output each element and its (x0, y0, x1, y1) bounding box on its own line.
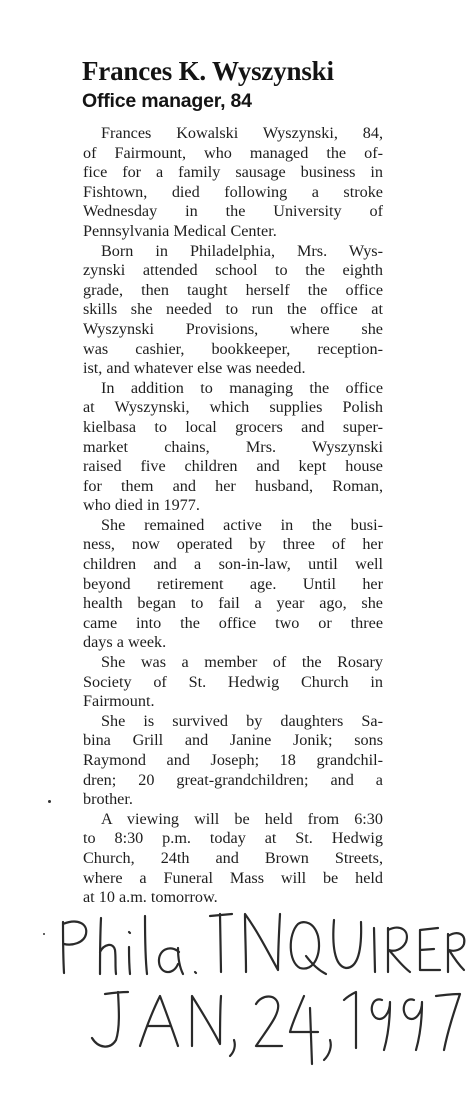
body-line: Wednesday in the University of (83, 202, 383, 221)
body-line: of Fairmount, who managed the of- (83, 143, 383, 162)
body-line: to 8:30 p.m. today at St. Hedwig (83, 829, 383, 848)
body-line: Society of St. Hedwig Church in (83, 672, 383, 691)
body-line: at Wyszynski, which supplies Polish (83, 398, 383, 417)
body-line: Fairmount. (83, 692, 155, 711)
body-line: Frances Kowalski Wyszynski, 84, (101, 124, 383, 142)
body-line: market chains, Mrs. Wyszynski (83, 437, 383, 456)
print-speck (48, 800, 51, 803)
body-line: children and a son-in-law, until well (83, 555, 383, 574)
body-line: bina Grill and Janine Jonik; sons (83, 731, 383, 750)
body-line: She is survived by daughters Sa- (101, 711, 383, 730)
body-line: She was a member of the Rosary (101, 653, 383, 672)
body-line: raised five children and kept house (83, 457, 383, 476)
body-line: who died in 1977. (83, 496, 200, 515)
obituary-subhead: Office manager, 84 (82, 90, 252, 112)
body-line: A viewing will be held from 6:30 (101, 809, 383, 828)
body-line: dren; 20 great-grandchildren; and a (83, 770, 383, 789)
body-line: at 10 a.m. tomorrow. (83, 888, 218, 907)
body-line: brother. (83, 790, 133, 809)
obituary-headline: Frances K. Wyszynski (82, 56, 334, 86)
body-line: Church, 24th and Brown Streets, (83, 848, 383, 867)
handwritten-source-note (0, 900, 469, 1100)
body-line: ist, and whatever else was needed. (83, 359, 306, 378)
body-line: She remained active in the busi- (101, 515, 383, 534)
body-line: health began to fail a year ago, she (83, 594, 383, 613)
body-line: where a Funeral Mass will be held (83, 868, 383, 887)
body-line: Raymond and Joseph; 18 grandchil- (83, 751, 383, 769)
body-line: Fishtown, died following a stroke (83, 182, 383, 201)
body-line: zynski attended school to the eighth (83, 261, 383, 280)
body-line: Born in Philadelphia, Mrs. Wys- (101, 241, 383, 260)
body-line: came into the office two or three (83, 613, 383, 632)
body-line: Pennsylvania Medical Center. (83, 221, 277, 240)
body-line: ness, now operated by three of her (83, 535, 383, 554)
body-line: skills she needed to run the office at (83, 300, 383, 319)
body-line: was cashier, bookkeeper, reception- (83, 339, 383, 358)
body-line: days a week. (83, 633, 167, 652)
obituary-body (83, 124, 383, 908)
body-line: beyond retirement age. Until her (83, 574, 383, 593)
body-line: Wyszynski Provisions, where she (83, 319, 383, 338)
body-line: grade, then taught herself the office (83, 280, 383, 299)
body-line: fice for a family sausage business in (83, 163, 383, 182)
body-line: for them and her husband, Roman, (83, 476, 383, 495)
body-line: In addition to managing the office (101, 378, 383, 397)
body-line: kielbasa to local grocers and super- (83, 417, 383, 436)
